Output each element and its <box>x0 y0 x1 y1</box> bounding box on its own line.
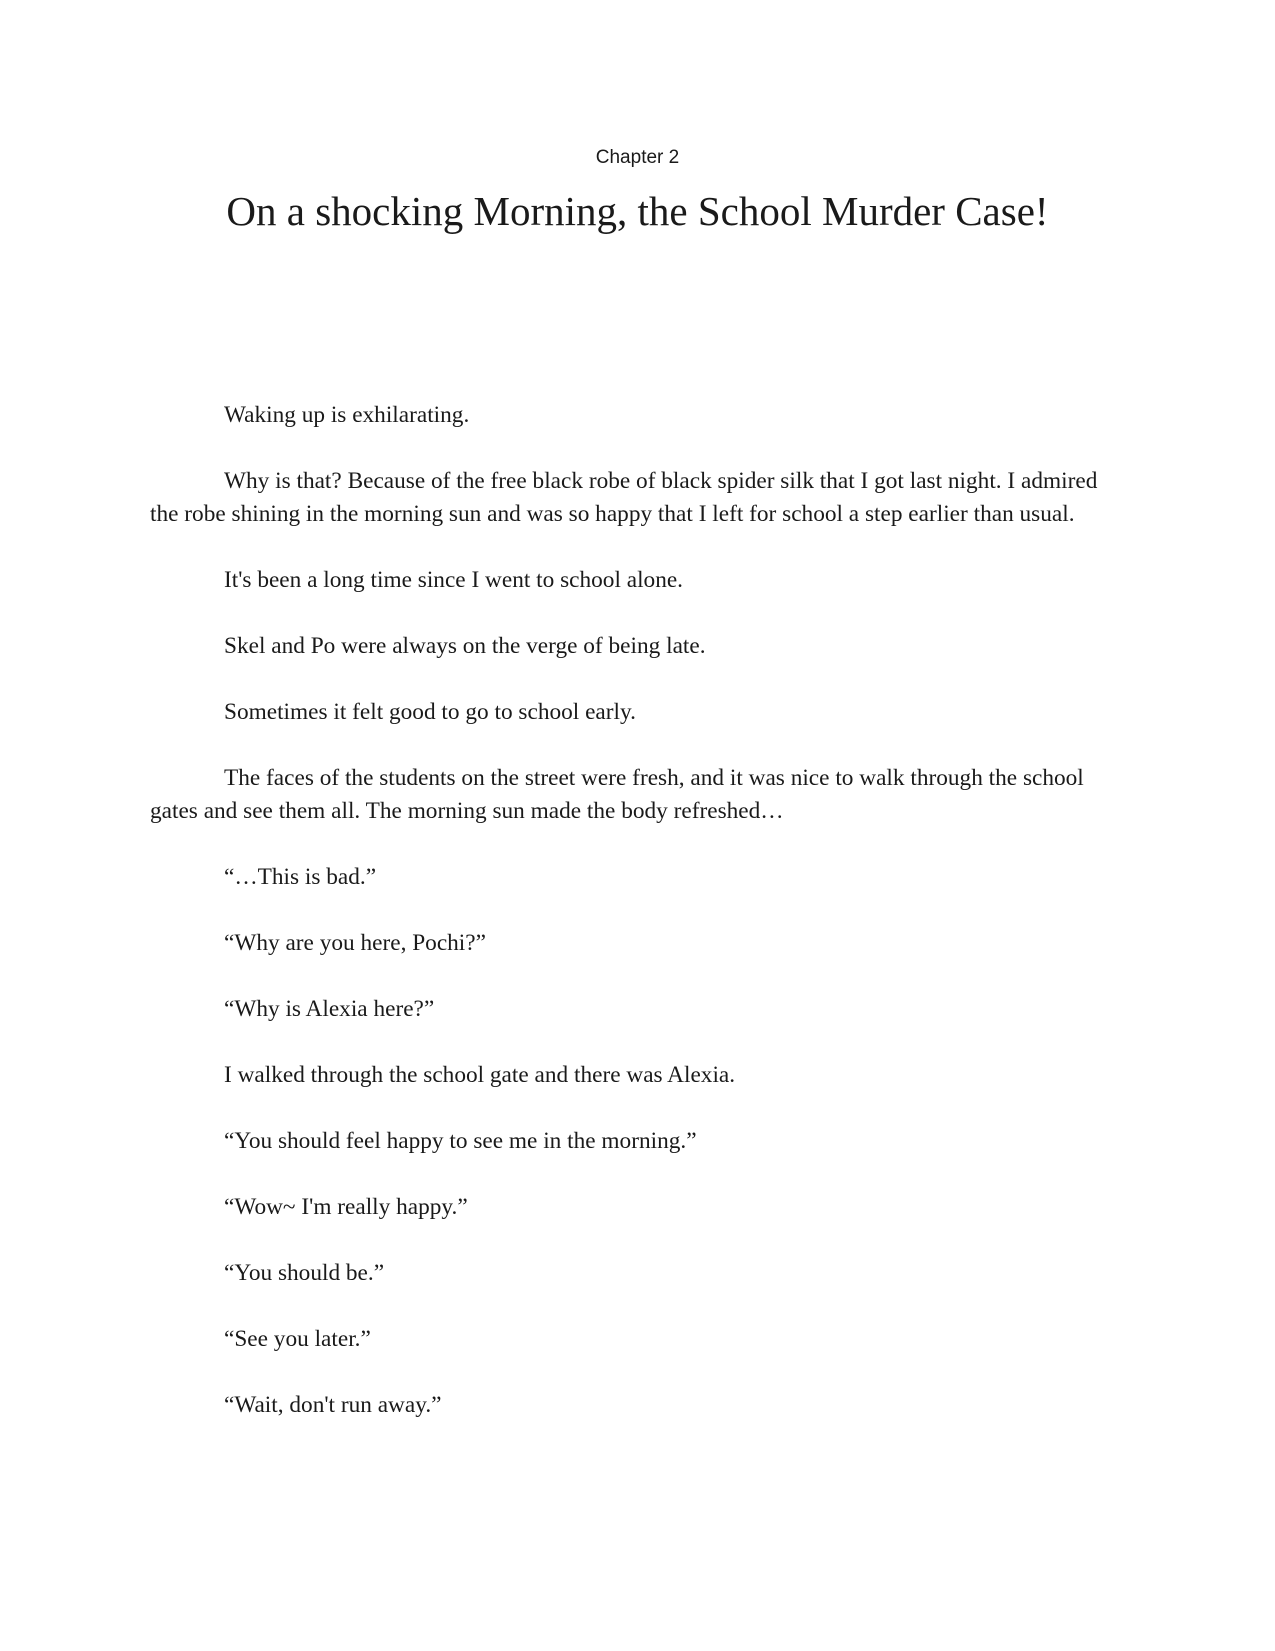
paragraph: The faces of the students on the street were fresh, and it was nice to walk through the school gates and see them all. The morning sun made the body refreshed… <box>150 765 1084 824</box>
paragraph: “You should feel happy to see me in the morning.” <box>224 1128 697 1154</box>
paragraph: “Wait, don't run away.” <box>224 1392 442 1418</box>
paragraph: Waking up is exhilarating. <box>224 402 470 428</box>
paragraph: I walked through the school gate and there was Alexia. <box>224 1062 736 1088</box>
paragraph: Why is that? Because of the free black robe of black spider silk that I got last night. I admired the robe shining in the morning sun and was so happy that I left for school a step earlier than usual. <box>150 468 1098 527</box>
chapter-label: Chapter 2 <box>595 147 680 168</box>
paragraph: “Why are you here, Pochi?” <box>224 930 486 956</box>
paragraph: “Why is Alexia here?” <box>224 996 435 1022</box>
paragraph: It's been a long time since I went to school alone. <box>224 567 684 593</box>
paragraph: Sometimes it felt good to go to school early. <box>224 699 636 725</box>
paragraph: Skel and Po were always on the verge of being late. <box>224 633 706 659</box>
paragraph: “…This is bad.” <box>224 864 377 890</box>
chapter-body <box>150 399 1110 1455</box>
paragraph: “See you later.” <box>224 1326 371 1352</box>
chapter-title: On a shocking Morning, the School Murder Case! <box>226 188 1049 234</box>
paragraph: “You should be.” <box>224 1260 385 1286</box>
paragraph: “Wow~ I'm really happy.” <box>224 1194 468 1220</box>
